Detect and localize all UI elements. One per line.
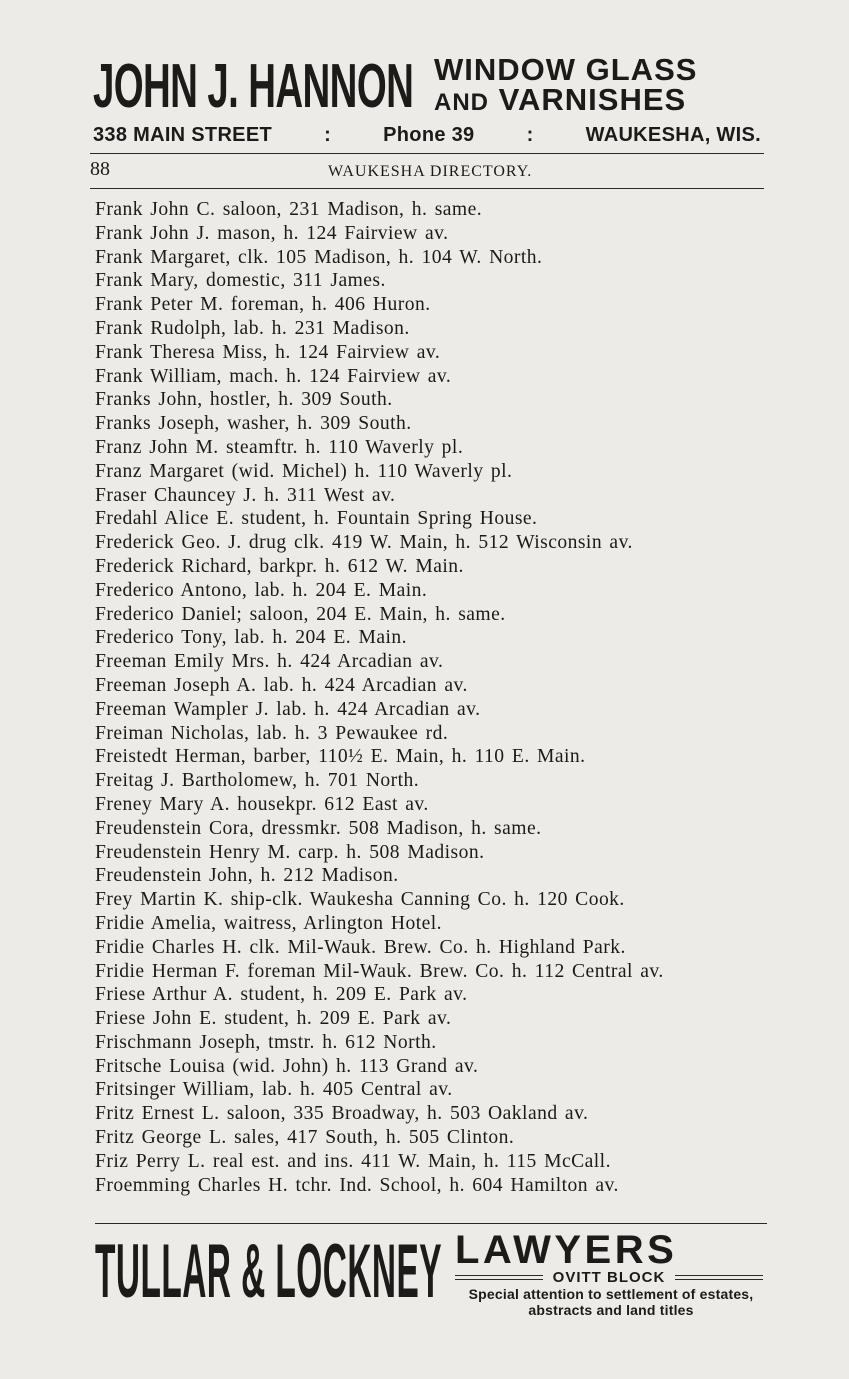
bottom-ad-divider: [95, 1223, 767, 1224]
directory-entry: Freney Mary A. housekpr. 612 East av.: [95, 793, 429, 815]
directory-entry: Fridie Herman F. foreman Mil-Wauk. Brew. Co. h. 112 Central av.: [95, 960, 664, 982]
directory-entry: Freiman Nicholas, lab. h. 3 Pewaukee rd.: [95, 722, 449, 744]
directory-entry: Frank Theresa Miss, h. 124 Fairview av.: [95, 341, 441, 363]
directory-entry: Franks Joseph, washer, h. 309 South.: [95, 413, 412, 435]
directory-title: WAUKESHA DIRECTORY.: [328, 163, 533, 180]
directory-entry: Frank Rudolph, lab. h. 231 Madison.: [95, 317, 410, 339]
services-tagline: Special attention to settlement of estates, abstracts and land titles: [468, 1286, 754, 1318]
directory-entry: Freeman Emily Mrs. h. 424 Arcadian av.: [95, 651, 444, 673]
header-divider: [90, 188, 764, 189]
directory-entry: Frank Margaret, clk. 105 Madison, h. 104 W. North.: [95, 246, 543, 268]
directory-entry: Franz Margaret (wid. Michel) h. 110 Waverly pl.: [95, 460, 513, 482]
directory-entry: Franks John, hostler, h. 309 South.: [95, 389, 393, 411]
page-number: 88: [90, 158, 110, 180]
goods-line-window-glass: WINDOW GLASS: [434, 52, 698, 87]
directory-entry: Frederico Tony, lab. h. 204 E. Main.: [95, 627, 407, 649]
directory-entry: Fritsche Louisa (wid. John) h. 113 Grand av.: [95, 1055, 479, 1077]
directory-entry: Fritz Ernest L. saloon, 335 Broadway, h. 503 Oakland av.: [95, 1103, 589, 1125]
advertiser-phone: Phone 39: [383, 124, 475, 146]
directory-entry: Frederico Daniel; saloon, 204 E. Main, h. same.: [95, 603, 506, 625]
directory-entry: Freeman Joseph A. lab. h. 424 Arcadian av.: [95, 674, 468, 696]
directory-entry: Freudenstein John, h. 212 Madison.: [95, 865, 399, 887]
directory-entry: Frederick Geo. J. drug clk. 419 W. Main, h. 512 Wisconsin av.: [95, 532, 633, 554]
office-building: OVITT BLOCK: [552, 1269, 666, 1286]
directory-entry: Frey Martin K. ship-clk. Waukesha Canning Co. h. 120 Cook.: [95, 889, 625, 911]
office-location: [455, 1269, 763, 1286]
double-rule-left: [455, 1275, 543, 1280]
profession-heading: LAWYERS: [455, 1228, 678, 1272]
directory-entry: Friese John E. student, h. 209 E. Park av.: [95, 1008, 452, 1030]
directory-entry: Freitag J. Bartholomew, h. 701 North.: [95, 770, 420, 792]
directory-entry: Frank John J. mason, h. 124 Fairview av.: [95, 222, 449, 244]
directory-entry: Froemming Charles H. tchr. Ind. School, h. 604 Hamilton av.: [95, 1174, 619, 1196]
directory-entry: Fritz George L. sales, 417 South, h. 505 Clinton.: [95, 1127, 515, 1149]
directory-entry: Frederico Antono, lab. h. 204 E. Main.: [95, 579, 428, 601]
directory-entry: Frischmann Joseph, tmstr. h. 612 North.: [95, 1031, 437, 1053]
directory-entry: Freudenstein Cora, dressmkr. 508 Madison, h. same.: [95, 817, 542, 839]
directory-entry: Fridie Amelia, waitress, Arlington Hotel.: [95, 912, 442, 934]
top-ad-divider: [90, 153, 764, 154]
goods-varnishes: VARNISHES: [498, 82, 687, 117]
directory-entry: Frank Mary, domestic, 311 James.: [95, 270, 386, 292]
directory-entry: Frank William, mach. h. 124 Fairview av.: [95, 365, 452, 387]
contact-separator: :: [324, 124, 332, 146]
advertiser-contact: [93, 124, 761, 147]
tullar-lockney-advertisement: [95, 1230, 767, 1330]
directory-entry: Franz John M. steamftr. h. 110 Waverly pl.: [95, 436, 464, 458]
goods-line-varnishes: [434, 82, 697, 118]
directory-entry: Freistedt Herman, barber, 110½ E. Main, h. 110 E. Main.: [95, 746, 586, 768]
contact-separator: :: [526, 124, 534, 146]
directory-entry: Freudenstein Henry M. carp. h. 508 Madison.: [95, 841, 485, 863]
directory-entry: Frank John C. saloon, 231 Madison, h. same.: [95, 199, 483, 220]
directory-entry: Fredahl Alice E. student, h. Fountain Spring House.: [95, 508, 538, 530]
directory-entries: [95, 198, 767, 1197]
hannon-advertisement: [93, 51, 763, 147]
directory-entry: Friese Arthur A. student, h. 209 E. Park av.: [95, 984, 468, 1006]
directory-entry: Frederick Richard, barkpr. h. 612 W. Main.: [95, 555, 464, 577]
double-rule-right: [675, 1275, 763, 1280]
running-header: [90, 158, 762, 182]
advertiser-name: JOHN J. HANNON: [93, 51, 414, 121]
advertiser-city: WAUKESHA, WIS.: [585, 124, 761, 146]
advertiser-address: 338 MAIN STREET: [93, 124, 272, 146]
directory-entry: Fraser Chauncey J. h. 311 West av.: [95, 484, 396, 506]
law-firm-name: TULLAR & LOCKNEY: [95, 1229, 442, 1314]
directory-entry: Frank Peter M. foreman, h. 406 Huron.: [95, 294, 431, 316]
advertised-goods: [434, 52, 698, 118]
directory-entry: Fritsinger William, lab. h. 405 Central av.: [95, 1079, 453, 1101]
directory-entry: Friz Perry L. real est. and ins. 411 W. Main, h. 115 McCall.: [95, 1150, 611, 1172]
directory-entry: Fridie Charles H. clk. Mil-Wauk. Brew. Co. h. Highland Park.: [95, 936, 626, 958]
directory-entry: Freeman Wampler J. lab. h. 424 Arcadian av.: [95, 698, 481, 720]
goods-and: AND: [434, 89, 489, 116]
